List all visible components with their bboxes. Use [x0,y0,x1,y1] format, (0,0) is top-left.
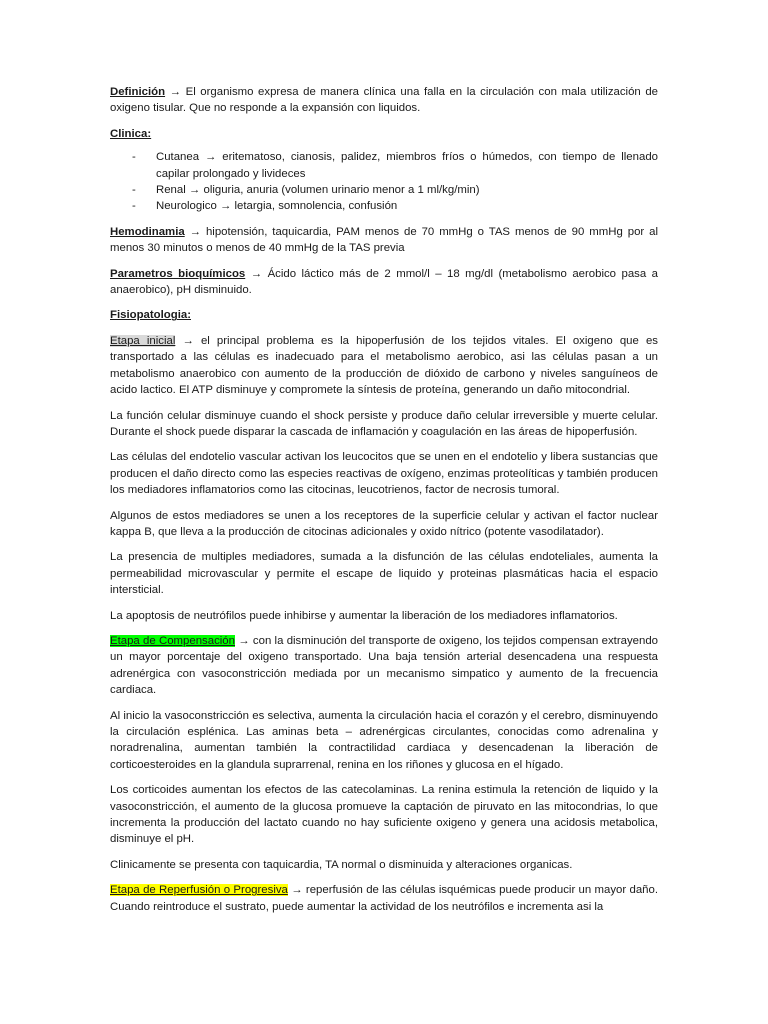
body-paragraph: La presencia de multiples mediadores, sumada a la disfunción de las células endoteliales, aumenta la permeabilidad microvascular y permite el escape de liquido y proteinas plasmáticas hacia el espacio intersticial. [110,551,658,597]
definicion-text: → El organismo expresa de manera clínica una falla en la circulación con mala utilización de oxigeno tisular. Que no responde a la expansión con liquidos. [110,86,658,115]
clinica-heading: Clinica: [110,127,152,140]
bullet-dash: - [132,200,136,213]
etapa-compensacion-label: Etapa de Compensación [110,634,235,647]
list-item [110,149,658,182]
etapa-inicial-paragraph [110,333,658,399]
body-paragraph: Los corticoides aumentan los efectos de las catecolaminas. La renina estimula la retención de liquido y la vasoconstricción, el aumento de la glucosa promueve la captación de piruvato en las mitocondrias, lo que incrementa la producción del lactato cuando no hay suficiente oxigeno y genera una acidosis metabolica, disminuye el pH. [110,784,658,846]
etapa-reperfusion-text: → reperfusión de las células isquémicas puede producir un mayor daño. Cuando reintroduce el sustrato, puede aumentar la actividad de los neutrófilos e incrementa asi la [110,884,659,913]
etapa-reperfusion-paragraph [110,882,658,915]
body-paragraph: Las células del endotelio vascular activan los leucocitos que se unen en el endotelio y libera sustancias que producen el daño directo como las especies reactivas de oxígeno, enzimas proteolíticas y también producen los mediadores inflamatorios como las citocinas, leucotrienos, factor de necrosis tumoral. [110,451,658,497]
parametros-text: → Ácido láctico más de 2 mmol/l – 18 mg/dl (metabolismo aerobico pasa a anaerobico), pH disminuido. [110,267,658,297]
parametros-paragraph [110,266,658,299]
list-item-text: Neurologico → letargia, somnolencia, confusión [156,200,398,213]
etapa-inicial-label: Etapa inicial [110,334,176,347]
body-paragraph: Al inicio la vasoconstricción es selectiva, aumenta la circulación hacia el corazón y el cerebro, disminuyendo la circulación esplénica. Las aminas beta – adrenérgicas circulantes, conocidas como adrenalina y noradrenalina, aumentan también la contractilidad cardiaca y desencadenan la liberación de corticoesteroides en la glandula suprarrenal, renina en los riñones y glucosa en el hígado. [110,709,658,771]
list-item [110,198,658,214]
body-paragraph: Algunos de estos mediadores se unen a los receptores de la superficie celular y activan el factor nuclear kappa B, que lleva a la producción de citocinas adicionales y oxido nítrico (potente vasodilatador). [110,509,658,538]
etapa-inicial-text: → el principal problema es la hipoperfusión de los tejidos vitales. El oxigeno que es transportado a las células es inadecuado para el metabolismo aerobico, asi las células pasan a un metabolismo anaerobico con aumento de la producción de dióxido de carbono y niveles sanguíneos de acido lactico. El ATP disminuye y compromete la síntesis de proteína, generando un daño mitocondrial. [110,334,658,397]
list-item-text: Renal → oliguria, anuria (volumen urinario menor a 1 ml/kg/min) [156,184,480,197]
parametros-term: Parametros bioquímicos [110,267,246,280]
body-paragraph: La función celular disminuye cuando el shock persiste y produce daño celular irreversible y muerte celular. Durante el shock puede disparar la cascada de inflamación y coagulación en las áreas de hipoperfusión. [110,409,658,438]
document-page [110,84,658,924]
etapa-compensacion-paragraph [110,633,658,699]
hemodinamia-paragraph [110,224,658,257]
definicion-term: Definición [110,86,166,98]
body-paragraph: La apoptosis de neutrófilos puede inhibirse y aumentar la liberación de los mediadores inflamatorios. [110,609,618,622]
hemodinamia-term: Hemodinamia [110,225,185,238]
list-item [110,182,658,198]
fisiopatologia-heading: Fisiopatologia: [110,309,191,322]
body-paragraph: Clinicamente se presenta con taquicardia, TA normal o disminuida y alteraciones organicas. [110,858,573,871]
etapa-reperfusion-label: Etapa de Reperfusión o Progresiva [110,884,288,897]
bullet-dash: - [132,151,136,164]
definicion-paragraph [110,84,658,117]
hemodinamia-text: → hipotensión, taquicardia, PAM menos de 70 mmHg o TAS menos de 90 mmHg por al menos 30 minutos o menos de 40 mmHg de la TAS previa [110,225,658,255]
etapa-compensacion-text: → con la disminución del transporte de oxigeno, los tejidos compensan extrayendo un mayor porcentaje del oxigeno transportado. Una baja tensión arterial desencadena una respuesta adrenérgica con vasoconstricción mediada por un mecanismo simpatico y aumento de la frecuencia cardiaca. [110,634,658,697]
bullet-dash: - [132,184,136,197]
clinica-list [110,149,658,215]
list-item-text: Cutanea → eritematoso, cianosis, palidez, miembros fríos o húmedos, con tiempo de llenado capilar prolongado y livideces [156,151,658,180]
